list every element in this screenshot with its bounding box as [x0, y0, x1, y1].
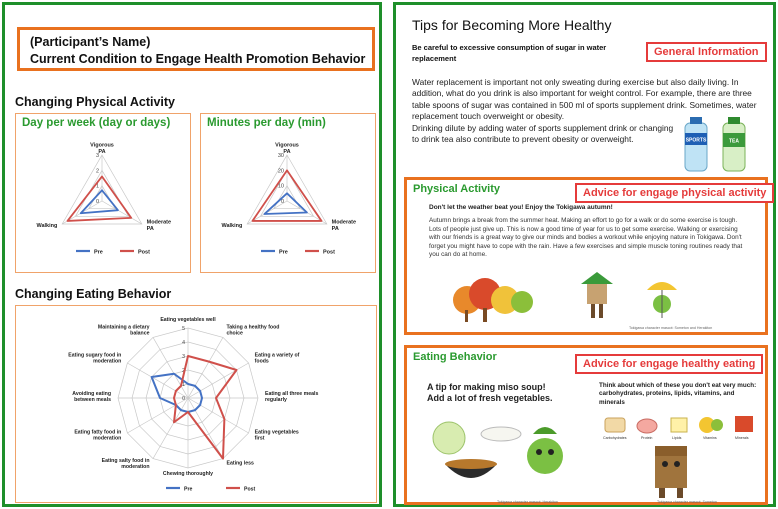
legend-label-post: Post [138, 249, 150, 256]
radar-tick-label: 3 [182, 354, 185, 360]
radar-series-post [174, 356, 236, 459]
autumn-advice-text: Autumn brings a break from the summer heat. Making an effort to go for a walk or do some exercise is tough. Lots of people just give up. This is now a good time of year for us to get some exercise. Walking or exercising with our friends is a great way to give our minds and bodies a workout while enjoying nature in Tokigawa. Don't forget you might have to cope with the rain. Have a few exercises and simple muscle toning routines ready that you can do at home. [429, 217, 743, 259]
radar-tick-label: 4 [182, 340, 185, 346]
radar-axis-label-eating-a-variety-of-foods: Eating a variety of foods [254, 352, 300, 365]
participant-name-title: (Participant’s Name) [30, 35, 151, 49]
legend-label-post: Post [323, 249, 335, 256]
radar-series-pre [264, 193, 306, 214]
left-report-page [2, 2, 382, 507]
radar-tick-label: 5 [182, 326, 185, 332]
radar-axis-label-eating-vegetables-first: Eating vegetables first [254, 429, 299, 442]
umbrella-mascot-icon [647, 282, 677, 318]
sports-bottle-label: SPORTS [685, 137, 707, 144]
radar-tick-label: 30 [277, 153, 284, 159]
eating-behavior-title: Eating Behavior [413, 351, 497, 363]
tips-subtitle: Be careful to excessive consumption of sugar in water replacement [412, 43, 607, 63]
minutes-radar-chart [201, 114, 377, 274]
radish-icon [481, 427, 521, 441]
tips-title: Tips for Becoming More Healthy [412, 17, 612, 33]
radar-axis-label-eating-fatty-food-in-moderation: Eating fatty food in moderation [74, 429, 122, 442]
radar-axis-label-eating-all-three-meals-regularly: Eating all three meals regularly [265, 391, 319, 404]
food-label-lipids: Lipids [672, 436, 682, 440]
radar-tick-label: 1 [182, 382, 185, 388]
dilute-drink-text: Drinking dilute by adding water of sports supplement drink or changing to drink tea also contribute to prevent obesity or overweight. [412, 123, 674, 145]
protein-icon [637, 419, 657, 433]
eating-behavior-advice-box [404, 345, 768, 505]
carbohydrates-icon [605, 418, 625, 432]
radar-axis-label-vigorous-pa: Vigorous PA [275, 142, 299, 155]
radar-tick-label: 3 [95, 153, 99, 159]
radar-axis-label-moderate-pa: Moderate PA [331, 219, 357, 233]
days-chart-title: Day per week (day or days) [22, 117, 171, 129]
radar-axis-label-moderate-pa: Moderate PA [146, 219, 172, 233]
autumn-trees-icon [453, 278, 533, 322]
hiking-mascot-icon [581, 272, 613, 318]
food-label-carbohydrates: Carbohydrates [603, 436, 627, 440]
miso-bowl-icon [445, 459, 497, 478]
miso-soup-illustration [423, 414, 583, 494]
radar-axis-label-chewing-thoroughly: Chewing thoroughly [162, 471, 214, 477]
nutrient-foods-illustration [599, 410, 765, 502]
radar-tick-label: 0 [95, 199, 99, 205]
radar-axis-label-vigorous-pa: Vigorous PA [90, 142, 114, 155]
minutes-chart-title: Minutes per day (min) [207, 117, 326, 129]
radar-tick-label: 2 [95, 168, 99, 175]
radar-axis-label-eating-sugary-food-in-moderation: Eating sugary food in moderation [68, 352, 122, 365]
legend-label-pre: Pre [279, 249, 288, 256]
tea-bottle-label: TEA [729, 138, 739, 145]
eb-mascot-credit-1: Tokigawa character mascot: Herakiton [497, 500, 558, 504]
radar-axis-label-eating-vegetables-well: Eating vegetables well [160, 317, 216, 323]
food-label-vitamins: Vitamins [703, 436, 717, 440]
radar-axis-label-avoiding-eating-between-meals: Avoiding eating between meals [72, 391, 111, 404]
eb-mascot-credit-2: Tokigawa character mascot: Someton [657, 500, 717, 504]
lipids-icon [671, 418, 687, 432]
advice-physical-activity-tag: Advice for engage physical activity [575, 183, 774, 203]
physical-activity-title: Physical Activity [413, 183, 501, 195]
participant-title-box [17, 27, 375, 71]
radar-axis-label-walking: Walking [221, 222, 243, 229]
legend-label-pre: Pre [184, 486, 193, 493]
autumn-subtitle: Don't let the weather beat you! Enjoy the Tokigawa autumn! [429, 204, 613, 211]
advice-healthy-eating-tag: Advice for engage healthy eating [575, 354, 763, 374]
radar-series-pre [152, 374, 202, 412]
nutrient-advice-text: Think about which of these you don't eat very much: carbohydrates, proteins, lipids, vitamins, and minerals [599, 382, 757, 406]
water-replacement-text: Water replacement is important not only sweating during exercise but also daily living. In addition, what do you drink is also important for weight control. For example, there are three table spoons of sugar was contained in 500 ml of sports supplement drink. Sometimes, water replacement touch overweight or obesity. [412, 77, 757, 121]
radar-tick-label: 10 [277, 183, 284, 190]
general-information-tag: General Information [646, 42, 767, 62]
legend-label-pre: Pre [94, 249, 103, 256]
minerals-icon [735, 416, 753, 432]
drink-bottles-illustration [679, 115, 769, 173]
radar-tick-label: 2 [182, 368, 185, 374]
radar-axis-label-taking-a-healthy-food-choice: Taking a healthy food choice [226, 324, 280, 337]
radar-tick-label: 20 [277, 168, 284, 175]
food-label-minerals: Minerals [735, 436, 749, 440]
radar-axis-label-maintaining-a-dietary-balance: Maintaining a dietary balance [97, 324, 150, 337]
physical-activity-heading: Changing Physical Activity [15, 95, 175, 109]
eating-behavior-heading: Changing Eating Behavior [15, 287, 172, 301]
autumn-illustration [447, 272, 737, 324]
herakiton-mascot-icon [527, 427, 563, 474]
days-per-week-panel [15, 113, 191, 273]
food-label-protein: Protein [641, 436, 653, 440]
radar-tick-label: 1 [95, 183, 99, 190]
legend-label-post: Post [244, 486, 256, 493]
radar-axis-label-walking: Walking [36, 222, 58, 229]
radar-tick-label: 0 [280, 199, 284, 205]
days-radar-chart [16, 114, 192, 274]
minutes-per-day-panel [200, 113, 376, 273]
someton-mascot-icon [655, 446, 687, 498]
miso-soup-tip: A tip for making miso soup! Add a lot of fresh vegetables. [427, 382, 553, 403]
cabbage-icon [433, 422, 465, 454]
radar-axis-label-eating-less: Eating less [226, 460, 254, 467]
eating-behavior-panel [15, 305, 377, 503]
eating-radar-chart [16, 306, 378, 504]
pa-mascot-credit: Tokigawa character mascot: Someton and Herakiton [629, 326, 713, 330]
right-tips-page [393, 2, 776, 507]
report-title: Current Condition to Engage Health Promotion Behavior [30, 52, 366, 66]
radar-tick-label: 0 [182, 396, 185, 402]
physical-activity-advice-box [404, 177, 768, 335]
vitamins-icon [699, 417, 723, 433]
radar-axis-label-eating-salty-food-in-moderation: Eating salty food in moderation [101, 457, 150, 470]
